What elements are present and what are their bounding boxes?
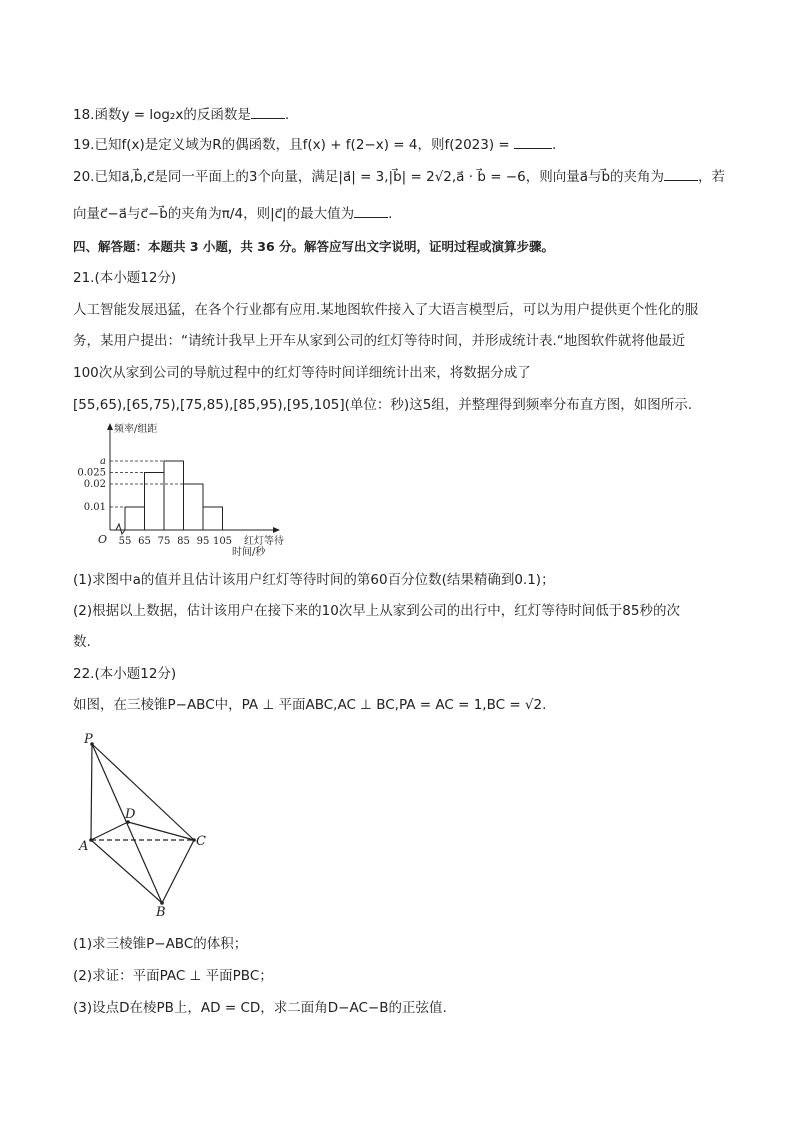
x-tick-label: 95 — [196, 536, 210, 547]
label-A: A — [79, 839, 89, 854]
answer-blank[interactable] — [664, 166, 698, 181]
x-tick-label: 75 — [157, 536, 171, 547]
q20-text: 20.已知a⃗,b⃗,c⃗是同一平面上的3个向量，满足|a⃗| = 3,|b⃗| = 2√2,a⃗ · b⃗ = −6，则向量a⃗与b⃗的夹角为 — [73, 169, 665, 185]
q22-header: 22.(本小题12分) — [73, 666, 177, 682]
question-20-cont: 向量c⃗−a⃗与c⃗−b⃗的夹角为π/4，则|c⃗|的最大值为 . — [73, 203, 392, 224]
x-tick-label: 105 — [212, 536, 233, 547]
q19-text: 19.已知f(x)是定义域为R的偶函数，且f(x) + f(2−x) = 4，则f(2023) = — [73, 137, 514, 153]
y-tick-label: 0.025 — [77, 467, 106, 479]
histogram-bar — [203, 507, 223, 530]
q21-sub2: (2)根据以上数据，估计该用户在接下来的10次早上从家到公司的出行中，红灯等待时间低于85秒的次 — [73, 603, 680, 619]
edge-PB — [92, 744, 162, 903]
q22-sub3: (3)设点D在棱PB上，AD = CD，求二面角D−AC−B的正弦值. — [73, 1000, 447, 1016]
label-P: P — [84, 732, 93, 747]
axis-break — [116, 524, 125, 534]
y-tick-label: a — [100, 456, 106, 467]
y-axis-label: 频率/组距 — [114, 424, 158, 435]
answer-blank[interactable] — [354, 203, 388, 218]
frequency-histogram — [70, 420, 290, 560]
x-axis-arrow — [273, 527, 280, 533]
q21-paragraph: 100次从家到公司的导航过程中的红灯等待时间详细统计出来，将数据分成了 — [73, 365, 531, 381]
label-D: D — [125, 807, 136, 822]
histogram-bar — [125, 507, 145, 530]
histogram-bar — [184, 484, 204, 530]
q18-text: 18.函数y = log₂x的反函数是 — [73, 107, 251, 123]
q21-paragraph: 人工智能发展迅猛，在各个行业都有应用.某地图软件接入了大语言模型后，可以为用户提供更个性化的服 — [73, 302, 699, 318]
q22-paragraph: 如图，在三棱锥P−ABC中，PA ⊥ 平面ABC,AC ⊥ BC,PA = AC = 1,BC = √2. — [73, 697, 547, 713]
label-B: B — [156, 905, 166, 918]
x-tick-label: 55 — [118, 536, 132, 547]
edge-BC — [162, 840, 194, 903]
histogram-bar — [145, 473, 165, 531]
x-axis-label: 时间/秒 — [232, 547, 266, 558]
q21-paragraph: 务，某用户提出：“请统计我早上开车从家到公司的红灯等待时间，并形成统计表.“地图软件就将他最近 — [73, 333, 686, 349]
edge-PA — [91, 744, 92, 840]
q22-sub2: (2)求证：平面PAC ⊥ 平面PBC； — [73, 968, 273, 984]
question-20: 20.已知a⃗,b⃗,c⃗是同一平面上的3个向量，满足|a⃗| = 3,|b⃗| = 2√2,a⃗ · b⃗ = −6，则向量a⃗与b⃗的夹角为 ，若 — [73, 166, 725, 187]
x-tick-label: 65 — [138, 536, 151, 547]
pyramid-figure — [70, 728, 220, 918]
question-19: 19.已知f(x)是定义域为R的偶函数，且f(x) + f(2−x) = 4，则f(2023) = . — [73, 134, 556, 155]
question-18: 18.函数y = log₂x的反函数是 . — [73, 104, 289, 125]
q21-sub1: (1)求图中a的值并且估计该用户红灯等待时间的第60百分位数(结果精确到0.1)； — [73, 572, 555, 588]
section-heading: 四、解答题：本题共 3 小题，共 36 分。解答应写出文字说明，证明过程或演算步骤。 — [73, 239, 555, 254]
q22-sub1: (1)求三棱锥P−ABC的体积； — [73, 936, 248, 952]
edge-AB — [91, 840, 162, 903]
x-axis-label: 红灯等待 — [244, 536, 284, 547]
histogram-bar — [164, 461, 184, 530]
segment-AD — [91, 822, 128, 840]
answer-blank[interactable] — [251, 104, 285, 119]
q21-sub2-cont: 数. — [73, 634, 91, 650]
label-C: C — [196, 834, 206, 849]
q21-paragraph: [55,65),[65,75),[75,85),[85,95),[95,105](单位：秒)这5组，并整理得到频率分布直方图，如图所示. — [73, 397, 693, 413]
x-tick-label: 85 — [177, 536, 190, 547]
origin-label: O — [98, 533, 108, 546]
q20-text-cont: 向量c⃗−a⃗与c⃗−b⃗的夹角为π/4，则|c⃗|的最大值为 — [73, 206, 355, 222]
y-axis-arrow — [107, 423, 113, 430]
answer-blank[interactable] — [514, 134, 552, 149]
y-tick-label: 0.01 — [83, 502, 106, 513]
y-tick-label: 0.02 — [83, 479, 106, 490]
q21-header: 21.(本小题12分) — [73, 270, 177, 286]
